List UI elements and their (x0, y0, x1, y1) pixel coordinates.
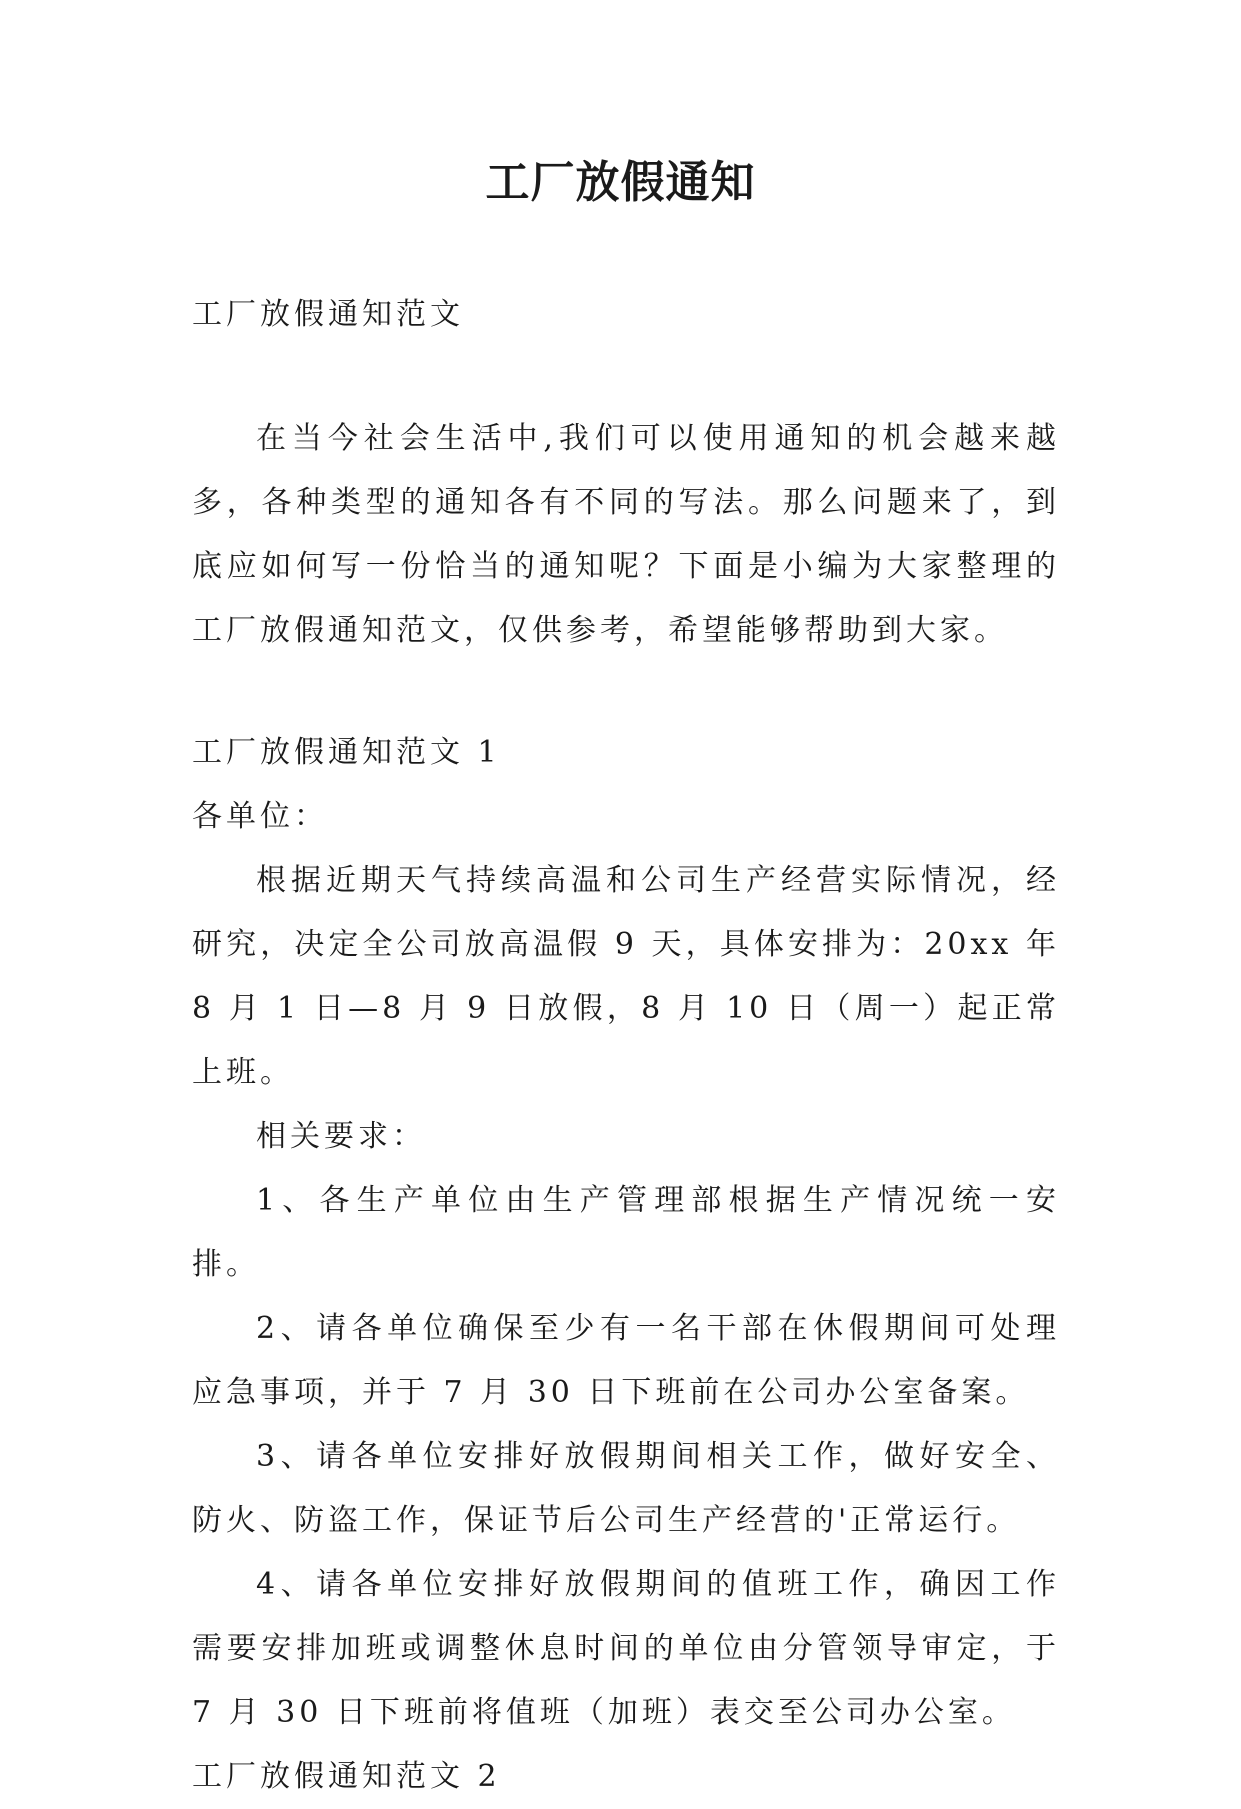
requirements-label: 相关要求： (256, 1119, 426, 1154)
section-1-body: 根据近期天气持续高温和公司生产经营实际情况，经研究，决定全公司放高温假 9 天，具体安排为：20xx 年 8 月 1 日—8 月 9 日放假，8 月 10 日（周一）起正常上班。 (192, 863, 1060, 1090)
intro-paragraph: 在当今社会生活中,我们可以使用通知的机会越来越多，各种类型的通知各有不同的写法。那么问题来了，到底应如何写一份恰当的通知呢？下面是小编为大家整理的工厂放假通知范文，仅供参考，希望能够帮助到大家。 (192, 421, 1060, 648)
requirement-item-4: 4、请各单位安排好放假期间的值班工作，确因工作需要安排加班或调整休息时间的单位由分管领导审定，于 7 月 30 日下班前将值班（加班）表交至公司办公室。 (192, 1567, 1060, 1730)
spacer (192, 347, 1060, 407)
document-body (192, 283, 1060, 1809)
section-2-heading: 工厂放假通知范文 2 (192, 1759, 501, 1794)
section-1-heading: 工厂放假通知范文 1 (192, 735, 501, 770)
document-subtitle: 工厂放假通知范文 (192, 297, 464, 332)
spacer (192, 663, 1060, 721)
document-title: 工厂放假通知 (485, 157, 756, 208)
requirement-item-3: 3、请各单位安排好放假期间相关工作，做好安全、防火、防盗工作，保证节后公司生产经营的'正常运行。 (192, 1439, 1060, 1538)
requirement-item-1: 1、各生产单位由生产管理部根据生产情况统一安排。 (192, 1183, 1060, 1282)
salutation: 各单位： (192, 799, 328, 834)
requirement-item-2: 2、请各单位确保至少有一名干部在休假期间可处理应急事项，并于 7 月 30 日下班前在公司办公室备案。 (192, 1311, 1060, 1410)
